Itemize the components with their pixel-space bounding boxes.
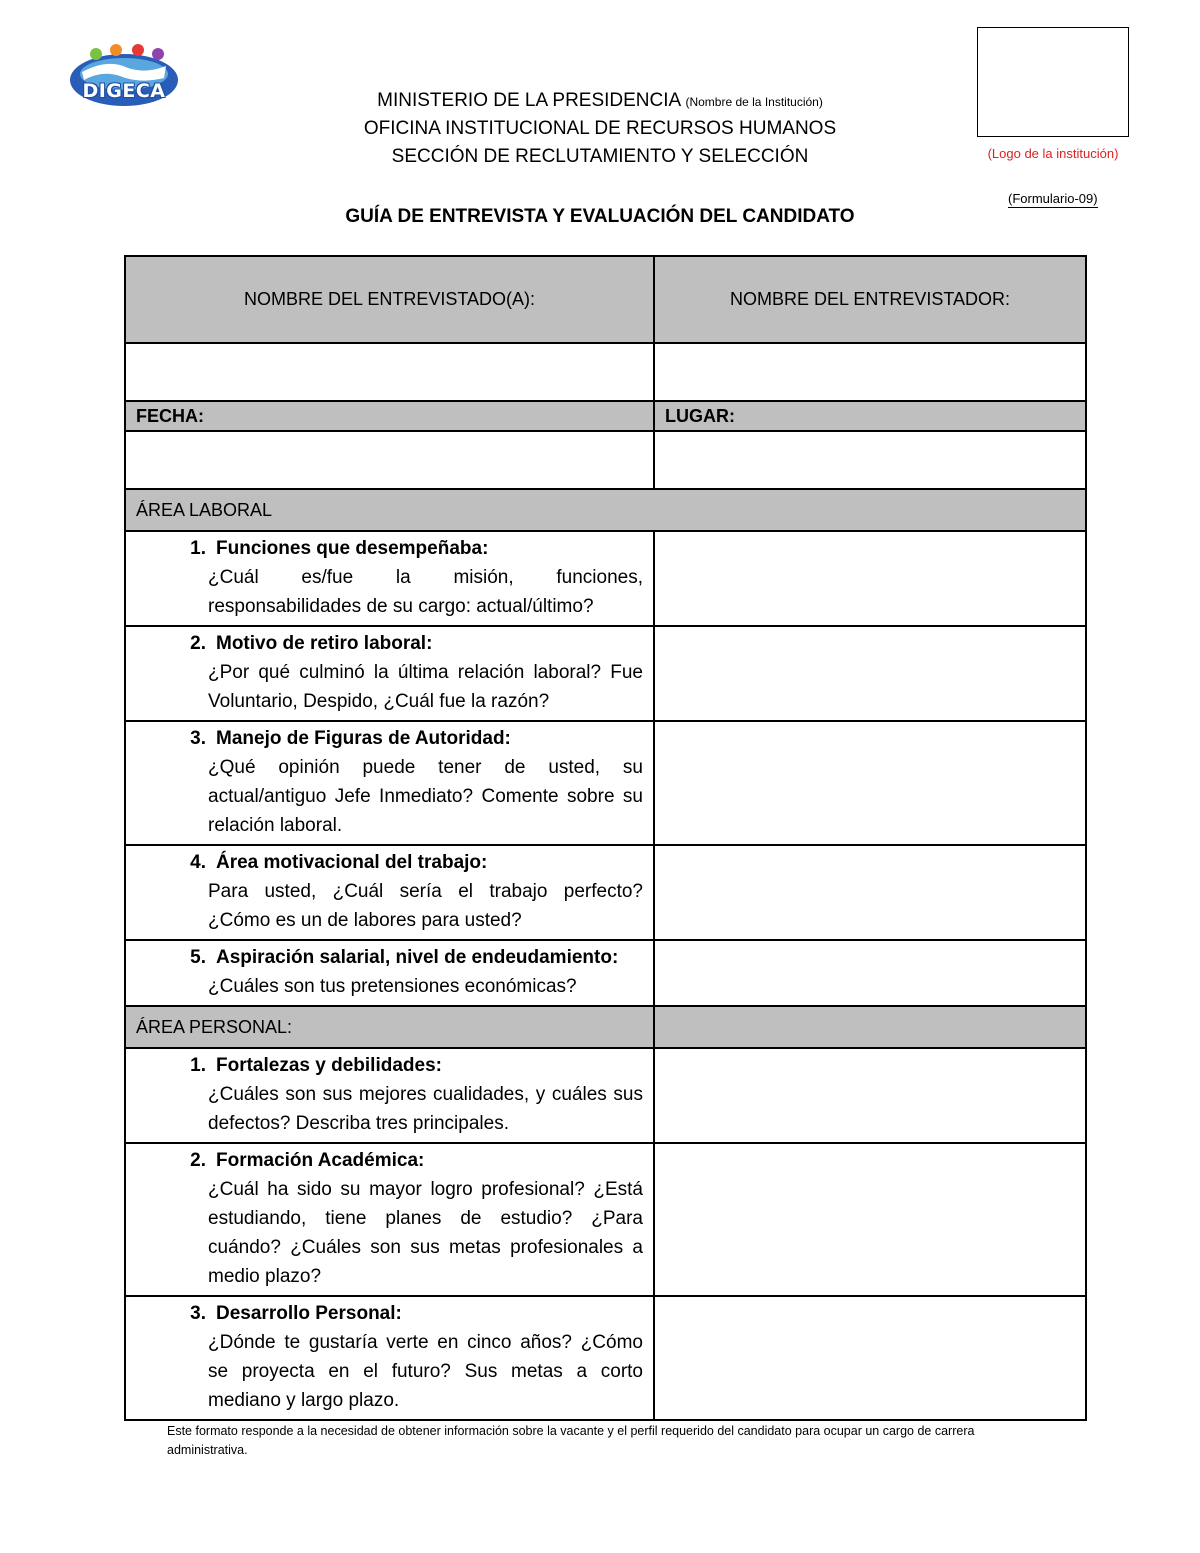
- personal-question-row: [125, 1048, 1086, 1143]
- question-body: ¿Cuál es/fue la misión, funciones, responsabilidades de su cargo: actual/último?: [208, 567, 643, 617]
- office-name: OFICINA INSTITUCIONAL DE RECURSOS HUMANOS: [363, 118, 837, 139]
- question-body: ¿Cuáles son tus pretensiones económicas?: [208, 976, 577, 997]
- footer-note: Este formato responde a la necesidad de obtener información sobre la vacante y el perfil requerido del candidato para ocupar un cargo de carrera administrativa.: [167, 1424, 975, 1457]
- laboral-question: [125, 845, 654, 940]
- date-label: FECHA:: [125, 401, 654, 431]
- answer-field[interactable]: [654, 531, 1086, 626]
- laboral-question: [125, 721, 654, 845]
- laboral-question: [125, 626, 654, 721]
- place-label: LUGAR:: [654, 401, 1086, 431]
- interviewee-header: NOMBRE DEL ENTREVISTADO(A):: [125, 256, 654, 343]
- question-body: ¿Cuál ha sido su mayor logro profesional? ¿Está estudiando, tiene planes de estudio? ¿Para cuándo? ¿Cuáles son sus metas profesionales a medio plazo?: [208, 1179, 643, 1287]
- ministry-name: MINISTERIO DE LA PRESIDENCIA: [377, 90, 681, 111]
- question-title: Motivo de retiro laboral:: [216, 633, 433, 654]
- institution-logo-placeholder: [977, 27, 1129, 137]
- interviewer-header: NOMBRE DEL ENTREVISTADOR:: [654, 256, 1086, 343]
- question-number: 2.: [190, 633, 206, 654]
- question-number: 3.: [190, 1303, 206, 1324]
- personal-question-row: [125, 1296, 1086, 1420]
- answer-field[interactable]: [654, 626, 1086, 721]
- answer-field[interactable]: [654, 845, 1086, 940]
- ministry-note: (Nombre de la Institución): [685, 95, 823, 109]
- answer-field[interactable]: [654, 1143, 1086, 1296]
- answer-field[interactable]: [654, 1296, 1086, 1420]
- personal-question: [125, 1296, 654, 1420]
- question-body: Para usted, ¿Cuál sería el trabajo perfecto? ¿Cómo es un de labores para usted?: [208, 881, 643, 931]
- personal-question: [125, 1143, 654, 1296]
- laboral-question-row: [125, 626, 1086, 721]
- personal-question: [125, 1048, 654, 1143]
- question-number: 5.: [190, 947, 206, 968]
- digeca-logo: [68, 44, 180, 108]
- question-title: Fortalezas y debilidades:: [216, 1055, 442, 1076]
- laboral-question-row: [125, 845, 1086, 940]
- question-number: 4.: [190, 852, 206, 873]
- answer-field[interactable]: [654, 940, 1086, 1006]
- question-number: 3.: [190, 728, 206, 749]
- answer-field[interactable]: [654, 1048, 1086, 1143]
- question-title: Funciones que desempeñaba:: [216, 538, 489, 559]
- question-title: Formación Académica:: [216, 1150, 425, 1171]
- area-laboral-header: ÁREA LABORAL: [125, 489, 1086, 531]
- question-title: Área motivacional del trabajo:: [216, 852, 488, 873]
- logo-text: DIGECA: [82, 80, 166, 102]
- place-field[interactable]: [654, 431, 1086, 489]
- laboral-question-row: [125, 940, 1086, 1006]
- ministry-line: [290, 88, 910, 115]
- question-title: Desarrollo Personal:: [216, 1303, 402, 1324]
- laboral-question: [125, 531, 654, 626]
- date-field[interactable]: [125, 431, 654, 489]
- interview-table: [124, 255, 1087, 1421]
- area-personal-header-cell: [654, 1006, 1086, 1048]
- question-body: ¿Dónde te gustaría verte en cinco años? ¿Cómo se proyecta en el futuro? Sus metas a corto mediano y largo plazo.: [208, 1332, 643, 1411]
- answer-field[interactable]: [654, 721, 1086, 845]
- laboral-question-row: [125, 531, 1086, 626]
- question-title: Aspiración salarial, nivel de endeudamiento:: [216, 947, 619, 968]
- laboral-question: [125, 940, 654, 1006]
- document-title: GUÍA DE ENTREVISTA Y EVALUACIÓN DEL CANDIDATO: [345, 206, 855, 227]
- question-number: 2.: [190, 1150, 206, 1171]
- area-personal-header: ÁREA PERSONAL:: [125, 1006, 654, 1048]
- question-body: ¿Por qué culminó la última relación laboral? Fue Voluntario, Despido, ¿Cuál fue la razón?: [208, 662, 643, 712]
- section-name: SECCIÓN DE RECLUTAMIENTO Y SELECCIÓN: [391, 146, 809, 167]
- logo-caption: (Logo de la institución): [987, 146, 1119, 161]
- personal-question-row: [125, 1143, 1086, 1296]
- question-body: ¿Qué opinión puede tener de usted, su actual/antiguo Jefe Inmediato? Comente sobre su relación laboral.: [208, 757, 643, 836]
- question-number: 1.: [190, 538, 206, 559]
- form-code: (Formulario-09): [1008, 191, 1098, 206]
- interviewee-name-field[interactable]: [125, 343, 654, 401]
- question-title: Manejo de Figuras de Autoridad:: [216, 728, 511, 749]
- laboral-question-row: [125, 721, 1086, 845]
- question-body: ¿Cuáles son sus mejores cualidades, y cuáles sus defectos? Describa tres principales.: [208, 1084, 643, 1134]
- institution-header: [290, 88, 910, 171]
- question-number: 1.: [190, 1055, 206, 1076]
- interviewer-name-field[interactable]: [654, 343, 1086, 401]
